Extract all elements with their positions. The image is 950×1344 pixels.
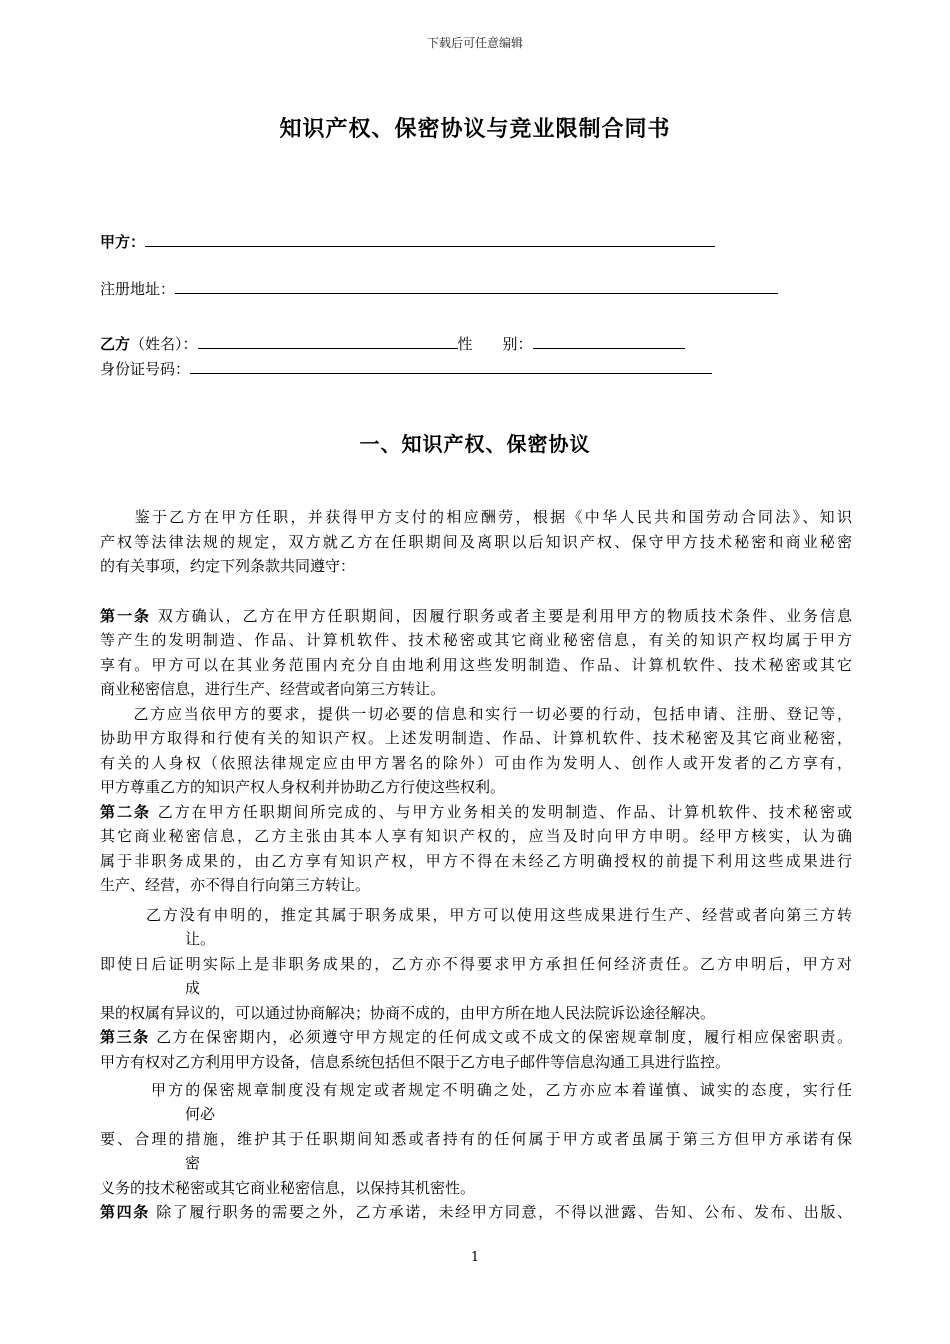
article-3-line: 甲方有权对乙方利用甲方设备，信息系统包括但不限于乙方电子邮件等信息沟通工具进行监控。 — [100, 1053, 731, 1071]
party-a-address-blank[interactable] — [175, 279, 778, 294]
party-b-gender-blank[interactable] — [533, 334, 685, 349]
party-b-gender-label: 性 别： — [457, 335, 533, 353]
article-1-line: 协助甲方取得和行使有关的知识产权。上述发明制造、作品、计算机软件、技术秘密及其它商业秘密， — [100, 729, 852, 747]
article-3-line: 密 — [185, 1154, 201, 1172]
party-b-row — [100, 333, 685, 354]
article-1-line: 乙方应当依甲方的要求，提供一切必要的信息和实行一切必要的行动，包括申请、注册、登记等， — [100, 705, 852, 723]
article-1-line: 享有。甲方可以在其业务范围内充分自由地利用这些发明制造、作品、计算机软件、技术秘密或其它 — [100, 656, 852, 674]
party-b-id-row — [100, 358, 712, 379]
article-2-line: 乙方没有申明的，推定其属于职务成果，甲方可以使用这些成果进行生产、经营或者向第三方转 — [146, 906, 852, 924]
article-1-line: 甲方尊重乙方的知识产权人身权利并协助乙方行使这些权利。 — [100, 778, 506, 796]
article-3-heading: 第三条 — [100, 1028, 150, 1046]
intro-line: 产权等法律法规的规定，双方就乙方在任职期间及离职以后知识产权、保守甲方技术秘密和商业秘密 — [100, 533, 852, 551]
article-1-line: 第一条 双方确认，乙方在甲方任职期间，因履行职务或者主要是利用甲方的物质技术条件、业务信息 — [100, 607, 852, 625]
article-3-line: 第三条 乙方在保密期内，必须遵守甲方规定的任何成文或不成文的保密规章制度，履行相应保密职责。 — [100, 1028, 852, 1046]
party-a-label: 甲方： — [100, 233, 146, 251]
article-1-line: 等产生的发明制造、作品、计算机软件、技术秘密或其它商业秘密信息，有关的知识产权均属于甲方 — [100, 631, 852, 649]
party-b-label: 乙方 — [100, 335, 131, 353]
article-1-line: 商业秘密信息，进行生产、经营或者向第三方转让。 — [100, 680, 446, 698]
article-3-line: 要、合理的措施，维护其于任职期间知悉或者持有的任何属于甲方或者虽属于第三方但甲方承诺有保 — [100, 1130, 852, 1148]
article-2-line: 其它商业秘密信息，乙方主张由其本人享有知识产权的，应当及时向甲方申明。经甲方核实，认为确 — [100, 827, 852, 845]
section-title: 一、知识产权、保密协议 — [359, 432, 591, 456]
party-b-name-blank[interactable] — [198, 334, 458, 349]
page-number: 1 — [470, 1250, 480, 1265]
article-2-heading: 第二条 — [100, 803, 151, 821]
article-3-line: 甲方的保密规章制度没有规定或者规定不明确之处，乙方亦应本着谨慎、诚实的态度，实行任 — [151, 1081, 852, 1099]
article-2-line: 第二条 乙方在甲方任职期间所完成的、与甲方业务相关的发明制造、作品、计算机软件、技术秘密或 — [100, 803, 852, 821]
article-2-line: 生产、经营，亦不得自行向第三方转让。 — [100, 876, 371, 894]
intro-line: 鉴于乙方在甲方任职，并获得甲方支付的相应酬劳，根据《中华人民共和国劳动合同法》、知识 — [100, 508, 852, 526]
article-2-line: 即使日后证明实际上是非职务成果的，乙方亦不得要求甲方承担任何经济责任。乙方申明后，甲方对 — [100, 955, 852, 973]
article-2-line: 果的权属有异议的，可以通过协商解决；协商不成的，由甲方所在地人民法院诉讼途径解决。 — [100, 1004, 716, 1022]
party-b-id-blank[interactable] — [190, 359, 712, 374]
document-title: 知识产权、保密协议与竞业限制合同书 — [279, 116, 671, 142]
article-1-heading: 第一条 — [100, 607, 151, 625]
party-a-blank[interactable] — [145, 232, 715, 247]
article-3-line: 何必 — [185, 1105, 216, 1123]
party-a-address-label: 注册地址： — [100, 280, 176, 298]
party-b-id-label: 身份证号码： — [100, 360, 191, 378]
article-3-line: 义务的技术秘密或其它商业秘密信息，以保持其机密性。 — [100, 1179, 476, 1197]
page-header-note: 下载后可任意编辑 — [426, 36, 523, 50]
party-a-address-row — [100, 278, 778, 299]
party-a-row — [100, 231, 715, 252]
article-2-line: 成 — [185, 979, 201, 997]
article-2-line: 属于非职务成果的，由乙方享有知识产权，甲方不得在未经乙方明确授权的前提下利用这些成果进行 — [100, 852, 852, 870]
party-b-name-label: （姓名）： — [130, 335, 198, 353]
article-4-heading: 第四条 — [100, 1203, 150, 1221]
intro-line: 的有关事项，约定下列条款共同遵守： — [100, 557, 356, 575]
article-1-line: 有关的人身权（依照法律规定应由甲方署名的除外）可由作为发明人、创作人或开发者的乙方享有， — [100, 754, 852, 772]
article-4-line: 第四条 除了履行职务的需要之外，乙方承诺，未经甲方同意，不得以泄露、告知、公布、发布、出版、 — [100, 1203, 852, 1221]
article-2-line: 让。 — [185, 930, 216, 948]
